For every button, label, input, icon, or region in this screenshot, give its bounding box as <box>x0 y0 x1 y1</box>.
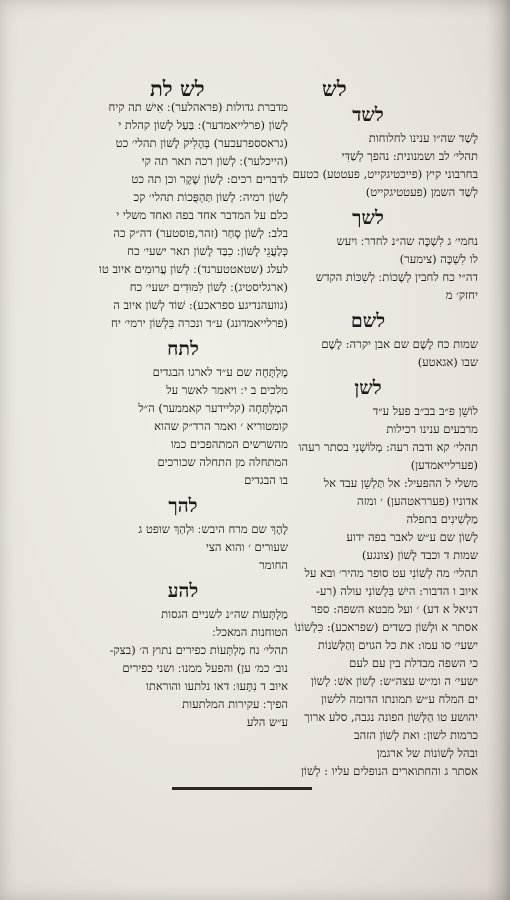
entry-line: לָשׁוֹן (פרלייאמדער) ׃ בַּעַל לָשׁוֹן קהלת י <box>118 118 288 132</box>
entry-line: (פרלייאמדונג) ע״ד ונכרה בִּלְשׁוֹן ירמי׳ יח <box>111 316 288 330</box>
entry-line: תהלי׳ לב ושמנונית: נהפך לְשַׁדִּי <box>341 149 478 163</box>
entry-line: כְּלַעֲגֵי לָשׁוֹן ׃ כִבַּד לָשׁוֹן תאר ישעי׳ כח <box>127 244 288 258</box>
entry-line: מהשרשים המתהפכים כמו <box>170 437 288 451</box>
entry-line: החומר <box>259 558 288 572</box>
entry-line: שבו (אגאטע) <box>417 355 478 369</box>
entry-line: יהושע טו הַלְּשׁוֹן הפונה נגבה, סלע ארוך <box>304 710 478 724</box>
entry-line: (הייכלער) ׃ לְשׁוֹן רכה תאר תה קי <box>141 154 288 168</box>
entry-line: בלב: לְשׁוֹן סָחַר (זהר,פוסטער) דה״ק כה <box>113 226 288 240</box>
end-rule <box>172 787 312 790</box>
entry-line: שעורים ׳ והוא הצי <box>205 540 288 554</box>
entry-line: נוב׳ כמ׳ ען) והפעל ממנו ׃ ושני כפירים <box>122 661 288 675</box>
entry-line: מַלְשִׁינִים בתפלה <box>406 512 478 526</box>
entry-line: יחזק׳ מ <box>445 288 478 302</box>
entry-line: (ארגליסטיג) ׃ לְשׁוֹן לִמּוּדִים ישעי׳ כח <box>129 280 288 294</box>
entry-line: משלי ל ההפעיל: אל תַּלְשֵׁן עבד אל <box>323 476 478 490</box>
entry-line: איוב ד נִתָּעוּ ׃ דאו נלתעו והוראתו <box>145 679 288 693</box>
entry-line: בו הבגדים <box>244 473 288 487</box>
entry-line: תהלי׳ קא ודבה רעה: מְלוֹשְׁנִי בסתר רעהו <box>298 440 478 454</box>
root-heading: לשד <box>352 104 384 126</box>
entry-line: (גראסספרעכער) בְּהָלִיק לָשׁוֹן תהלי׳ כט <box>115 136 288 150</box>
entry-line: מדברת גדולות (פראהלער) ׃ אִישׁ תה קיח <box>108 100 288 114</box>
entry-line: לו לִשְׁכָּה (צימער) <box>399 252 478 266</box>
entry-line: ע״ש הלע <box>246 715 288 729</box>
entry-line: לוֹשֵׁן פ״ב בב״ב פעל ע״ד <box>372 404 478 418</box>
entry-line: כלם על המדבר אחד בפה ואחד משלי י <box>116 208 288 222</box>
root-heading: לשך <box>352 207 384 229</box>
entry-line: לְשׁוֹן רמיה ׃ לְשׁוֹן תַּהְפֻּכוֹת תהלי׳ קכ <box>133 190 288 204</box>
right-column <box>258 98 478 780</box>
entry-line: (גוועהנדיגע ספראכע): שׁוֹד לְשׁוֹן איוב ה <box>113 298 288 312</box>
entry-line: לְשַׁד השמן (פעטטיגקייט) <box>365 185 478 199</box>
page-edge-shadow <box>486 0 510 900</box>
entry-line: תהלי׳ נח מַלְתְּעוֹת כפירים נתוץ ה׳ (בצק- <box>109 643 288 657</box>
entry-line: דה״י כח לחבין לְשָׁכוֹת ׃ לְשִׁכּוֹת הקדש <box>315 270 478 284</box>
entry-line: כרמות לשון ׃ ואת לְשׁוֹן הזהב <box>354 728 478 742</box>
entry-line: הטוחנות המאכל ׃ <box>212 625 288 639</box>
entry-line: לֶהֶךְ שם מרח היבש ׃ וּלְהַךְ שופט ג <box>138 522 288 536</box>
entry-line: קומטוריא ׳ ואמר הרד״ק שהוא <box>154 419 288 433</box>
running-head-right: לש <box>322 76 347 101</box>
entry-line: ובהל לְשׁוֹנוֹת של ארגמן <box>376 746 478 760</box>
entry-line: לָשַׁד שה״ו ענינו לחלוחות <box>368 131 478 145</box>
running-head-left: לש לת <box>150 76 205 101</box>
entry-line: כי השפה מבדלת בין עם לעם <box>349 656 478 670</box>
entry-line: אדוניו (פערראטהען) ׳ ומזה <box>357 494 478 508</box>
entry-line: לדברים רכים: לְשׁוֹן שֶׁקֶר וכן תה כט <box>131 172 288 186</box>
entry-line: ים המלח ע״ש תמונתו הדומה ללשון <box>321 692 478 706</box>
left-column <box>78 98 288 731</box>
entry-line: בחרבוני קיץ (פייכטיגקייט, פעטטע) כטעם <box>292 167 478 181</box>
entry-line: הפיך ׃ עקירות המלתעות <box>182 697 288 711</box>
entry-line: (פערלייאמדען) <box>410 458 478 472</box>
entry-line: ישעי׳ ה ומ״ש עצה״ש: לְשׁוֹן אשׁ ׃ לְשׁוֹן <box>310 674 478 688</box>
entry-line: תהלי׳ מה לְשׁוֹנִי עט סופר מהיר׳ ובא על <box>304 566 478 580</box>
entry-line: מלכים ב י ׃ ויאמר לאשר על <box>166 383 288 397</box>
root-heading: להך <box>168 495 198 517</box>
entry-line: אסתר א וּלְשׁוֹן כשדים (שפראכע): כִּלְשׁוֹנוֹ <box>294 620 478 634</box>
entry-line: המֶלְתָּחָה (קליידער קאממער) ה״ל <box>138 401 288 415</box>
entry-line: שמות כח לֶשֶׁם שם אבן יקרה: לֶשֶׁם <box>321 337 478 351</box>
entry-line: שמות ד וכבד לָשׁוֹן (צונגע) <box>361 548 478 562</box>
entry-line: איוב ו הדבור: הישׁ בִּלְשׁוֹנִי עולה (רע- <box>316 584 478 598</box>
root-heading: לשם <box>350 310 386 332</box>
entry-line: לָשׁוֹן שם ע״ש לאבר בפה ידוע <box>346 530 478 544</box>
entry-line: ישעי׳ סו עמו: את כל הגוים וְהַלְּשֹׁנוֹת <box>317 638 478 652</box>
root-heading: לתח <box>167 338 199 360</box>
entry-line: מרבעים ענינו רכילות <box>386 422 478 436</box>
entry-line: לעלג (שטאטטערנד) ׃ לְשׁוֹן עֲרוּמִים איוב טו <box>98 262 288 276</box>
entry-line: אסתר ג והחתוארים הנופלים עליו : לְשׁוֹן <box>301 764 478 778</box>
entry-line: המתחלה מן התחלה שכורכים <box>157 455 288 469</box>
entry-line: נחמי׳ ג לִשְׁכָּה שה״נ לחדר ׃ ויעש <box>336 234 478 248</box>
entry-line: מֶלְתָּחָה שם ע״ד לארגו הבגדים <box>152 365 288 379</box>
entry-line: מַלְתְּעוֹת שה״נ לשניים הגסות <box>161 607 288 621</box>
root-heading: לשן <box>354 377 382 399</box>
entry-line: דניאל א דע) ׳ ועל מבטא השפה: ספר <box>311 602 478 616</box>
root-heading: להע <box>167 580 199 602</box>
